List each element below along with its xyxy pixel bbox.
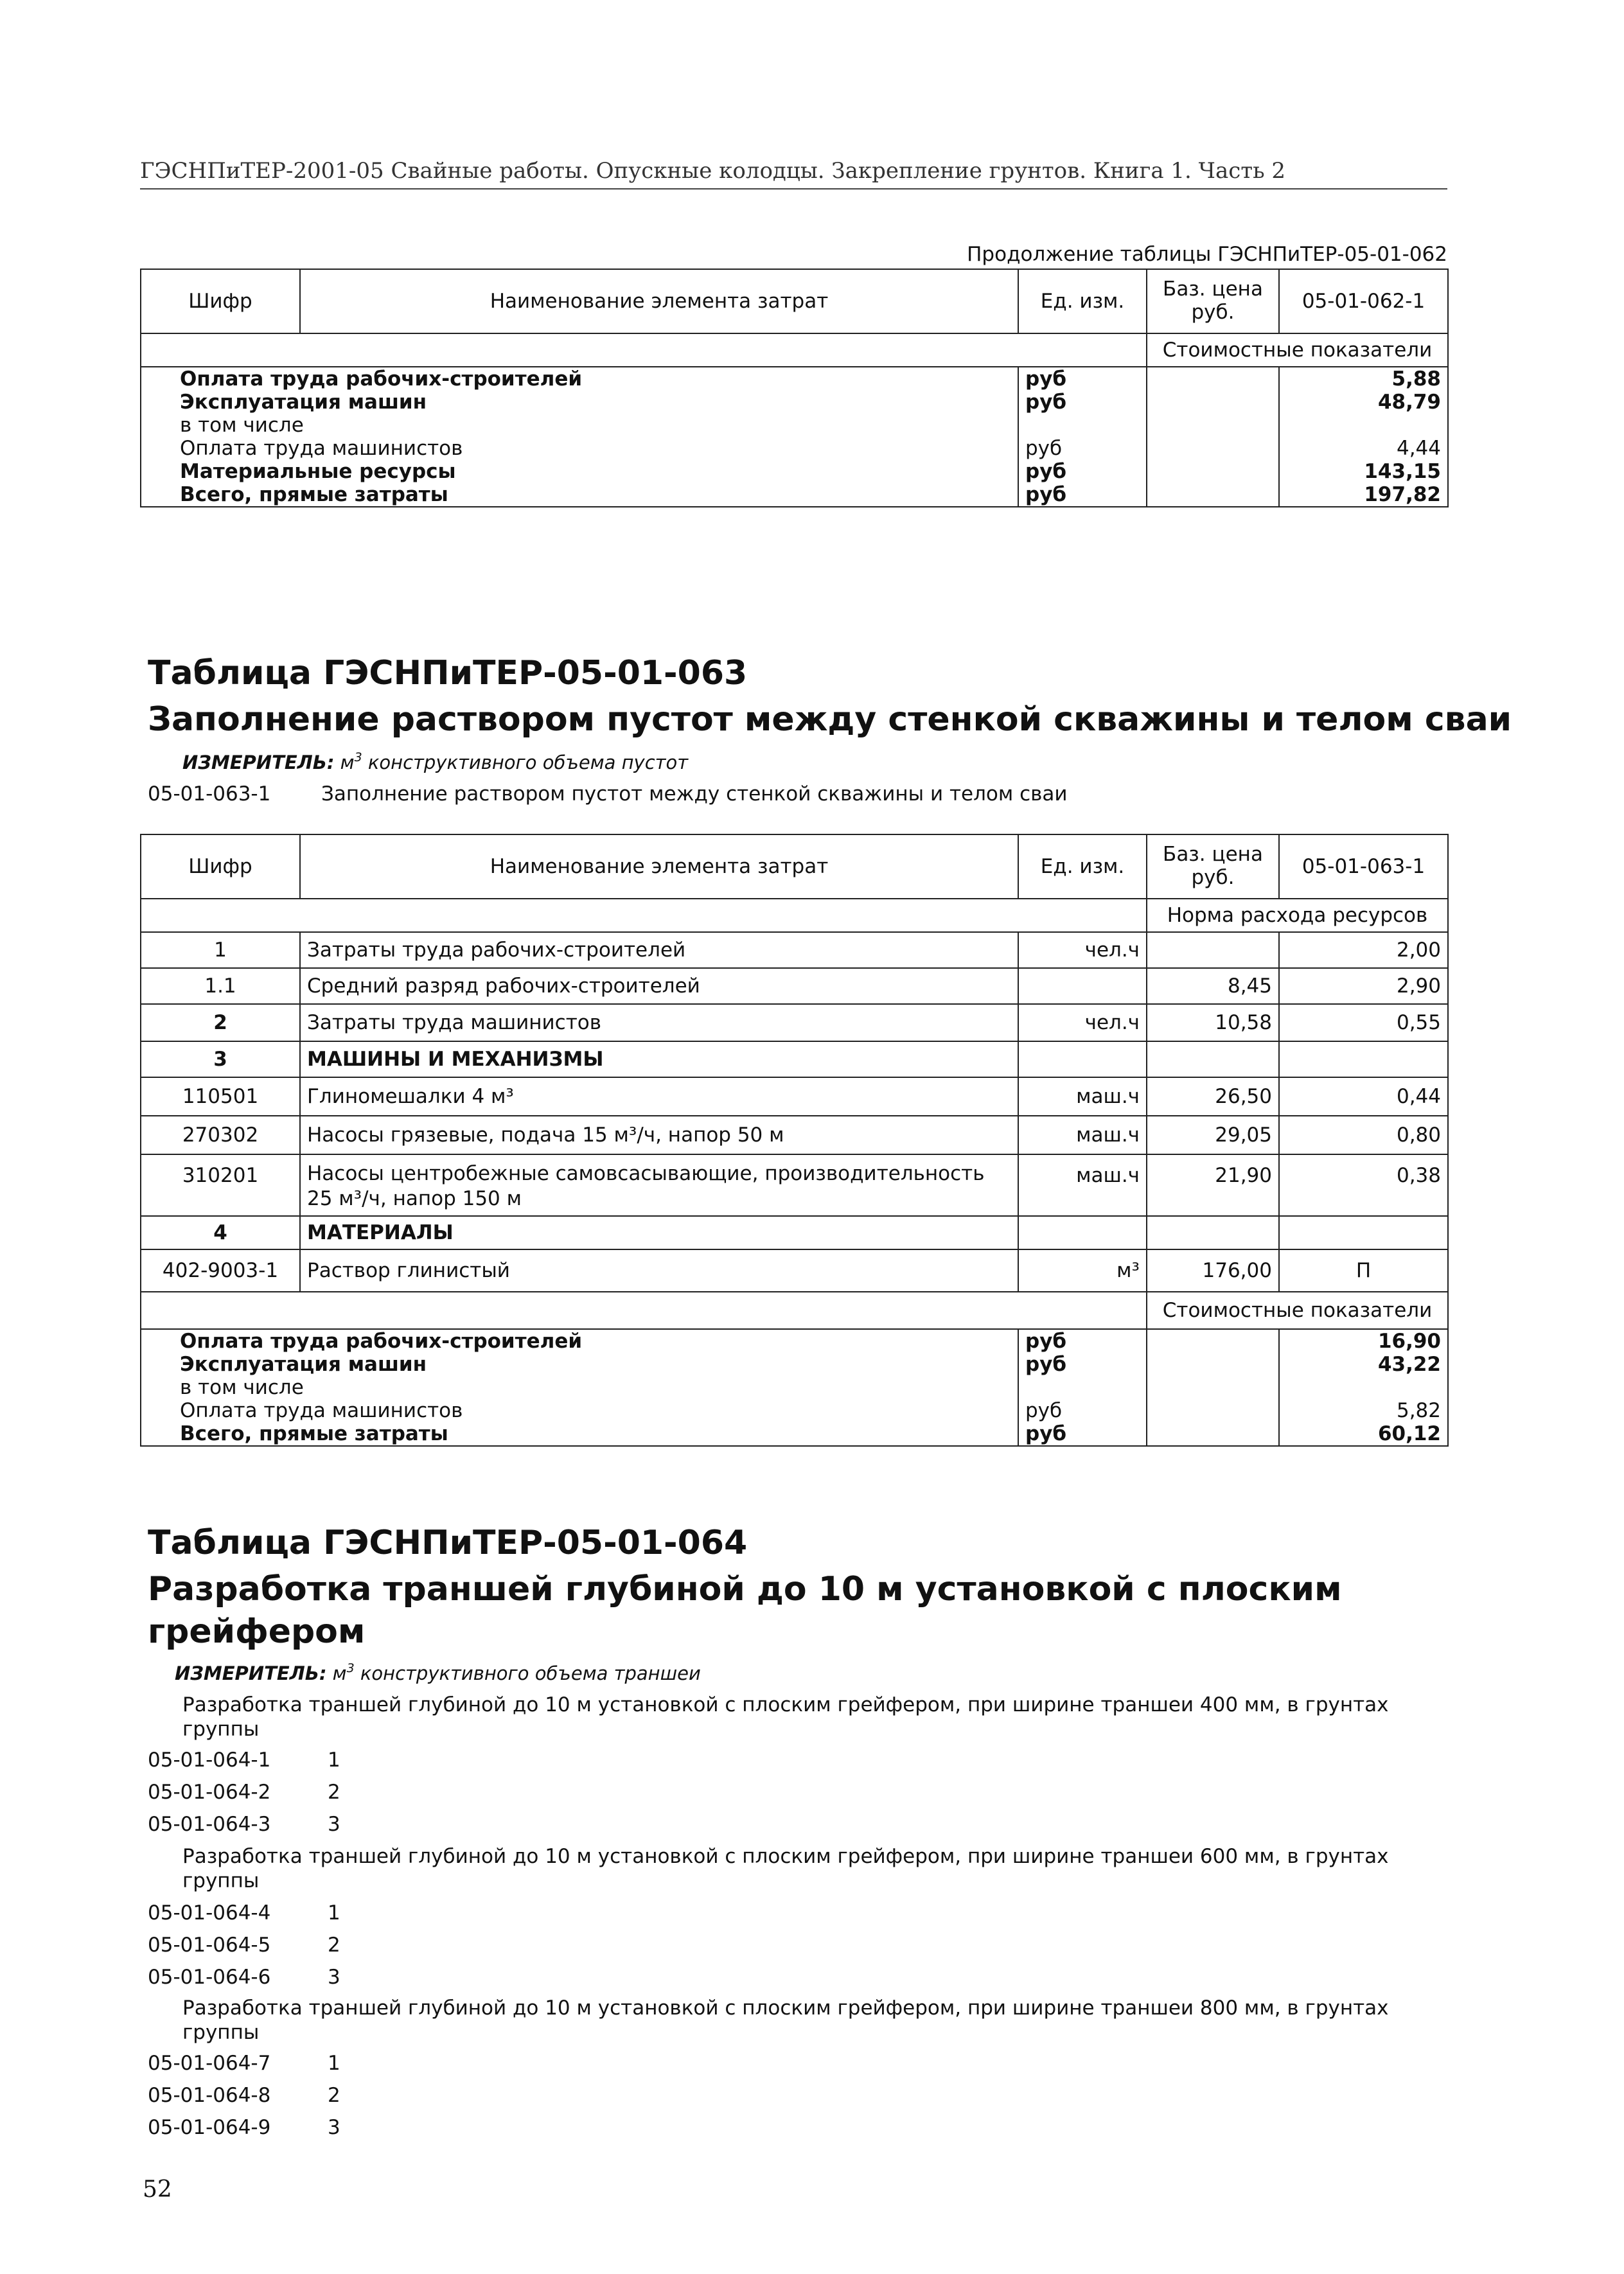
group-desc: Разработка траншей глубиной до 10 м установкой с плоским грейфером, при ширине траншеи 400 мм, в грунтах: [182, 1693, 1389, 1716]
norm-section-label: Норма расхода ресурсов: [1147, 899, 1448, 932]
col-price-header: Баз. цена руб.: [1147, 269, 1279, 333]
table-062: [140, 269, 1449, 507]
section-row: [141, 1292, 1448, 1329]
table-064-subtitle-2: грейфером: [148, 1612, 366, 1651]
cost-row: Всего, прямые затраты руб 60,12: [141, 1422, 1448, 1446]
table-063: [140, 834, 1449, 1447]
page-number: 52: [143, 2176, 172, 2203]
resource-row: 2 Затраты труда машинистов чел.ч 10,58 0,55: [141, 1004, 1448, 1041]
table-row: Всего, прямые затраты руб 197,82: [141, 483, 1448, 507]
continuation-note: Продолжение таблицы ГЭСНПиТЕР-05-01-062: [967, 243, 1447, 266]
col-code-header: Шифр: [141, 834, 300, 899]
cost-row: Оплата труда машинистов руб 5,82: [141, 1399, 1448, 1422]
col-unit-header: Ед. изм.: [1018, 834, 1147, 899]
resource-row: 310201 Насосы центробежные самовсасывающие, производительность 25 м³/ч, напор 150 м маш.ч 21,90 0,38: [141, 1154, 1448, 1216]
col-name-header: Наименование элемента затрат: [300, 834, 1018, 899]
col-unit-header: Ед. изм.: [1018, 269, 1147, 333]
group-desc: группы: [182, 2021, 260, 2044]
group-desc: Разработка траншей глубиной до 10 м установкой с плоским грейфером, при ширине траншеи 800 мм, в грунтах: [182, 1996, 1389, 2020]
table-row: Материальные ресурсы руб 143,15: [141, 460, 1448, 483]
section-row: [141, 333, 1448, 367]
table-063-measure: ИЗМЕРИТЕЛЬ: $м^3$ конструктивного объема пустот: [182, 750, 689, 773]
group-desc: группы: [182, 1718, 260, 1741]
list-item: 05-01-064-2 2: [148, 1781, 340, 1804]
list-item: 05-01-064-6 3: [148, 1966, 340, 1989]
col-item-header: 05-01-062-1: [1279, 269, 1448, 333]
col-item-header: 05-01-063-1: [1279, 834, 1448, 899]
resource-row: 3 МАШИНЫ И МЕХАНИЗМЫ: [141, 1041, 1448, 1077]
resource-row: 1 Затраты труда рабочих-строителей чел.ч 2,00: [141, 932, 1448, 968]
col-name-header: Наименование элемента затрат: [300, 269, 1018, 333]
header-divider: [140, 188, 1447, 190]
resource-row: 4 МАТЕРИАЛЫ: [141, 1216, 1448, 1249]
list-item: 05-01-064-8 2: [148, 2084, 340, 2107]
col-price-header: Баз. цена руб.: [1147, 834, 1279, 899]
table-row: Оплата труда рабочих-строителей руб 5,88: [141, 367, 1448, 391]
table-row: в том числе: [141, 414, 1448, 437]
list-item: 05-01-064-1 1: [148, 1749, 340, 1772]
list-item: 05-01-064-7 1: [148, 2052, 340, 2075]
resource-row: 110501 Глиномешалки 4 м³ маш.ч 26,50 0,44: [141, 1077, 1448, 1116]
cost-section-label: Стоимостные показатели: [1147, 1292, 1448, 1329]
table-063-item-code: 05-01-063-1: [148, 782, 271, 806]
cost-row: Эксплуатация машин руб 43,22: [141, 1353, 1448, 1376]
table-063-subtitle: Заполнение раствором пустот между стенкой скважины и телом сваи: [148, 700, 1512, 739]
table-row: Оплата труда машинистов руб 4,44: [141, 437, 1448, 460]
table-064-measure: ИЗМЕРИТЕЛЬ: $м^3$ конструктивного объема траншеи: [175, 1661, 701, 1684]
running-title: ГЭСНПиТЕР-2001-05 Свайные работы. Опускные колодцы. Закрепление грунтов. Книга 1. Часть 2: [140, 158, 1286, 184]
table-header-row: [141, 834, 1448, 899]
section-row: [141, 899, 1448, 932]
list-item: 05-01-064-5 2: [148, 1934, 340, 1957]
table-064-title: Таблица ГЭСНПиТЕР-05-01-064: [148, 1524, 748, 1562]
resource-row: 402-9003-1 Раствор глинистый м³ 176,00 П: [141, 1249, 1448, 1292]
resource-row: 1.1 Средний разряд рабочих-строителей 8,45 2,90: [141, 968, 1448, 1004]
cost-row: Оплата труда рабочих-строителей руб 16,90: [141, 1329, 1448, 1353]
table-row: Эксплуатация машин руб 48,79: [141, 391, 1448, 414]
cost-row: в том числе: [141, 1376, 1448, 1399]
table-063-title: Таблица ГЭСНПиТЕР-05-01-063: [148, 654, 748, 692]
group-desc: группы: [182, 1869, 260, 1892]
table-063-item-text: Заполнение раствором пустот между стенкой скважины и телом сваи: [321, 782, 1068, 806]
group-desc: Разработка траншей глубиной до 10 м установкой с плоским грейфером, при ширине траншеи 600 мм, в грунтах: [182, 1845, 1389, 1868]
col-code-header: Шифр: [141, 269, 300, 333]
list-item: 05-01-064-9 3: [148, 2116, 340, 2139]
table-064-subtitle-1: Разработка траншей глубиной до 10 м установкой с плоским: [148, 1570, 1342, 1609]
table-header-row: [141, 269, 1448, 333]
resource-row: 270302 Насосы грязевые, подача 15 м³/ч, напор 50 м маш.ч 29,05 0,80: [141, 1116, 1448, 1154]
section-label: Стоимостные показатели: [1147, 333, 1448, 367]
list-item: 05-01-064-4 1: [148, 1901, 340, 1925]
list-item: 05-01-064-3 3: [148, 1813, 340, 1836]
